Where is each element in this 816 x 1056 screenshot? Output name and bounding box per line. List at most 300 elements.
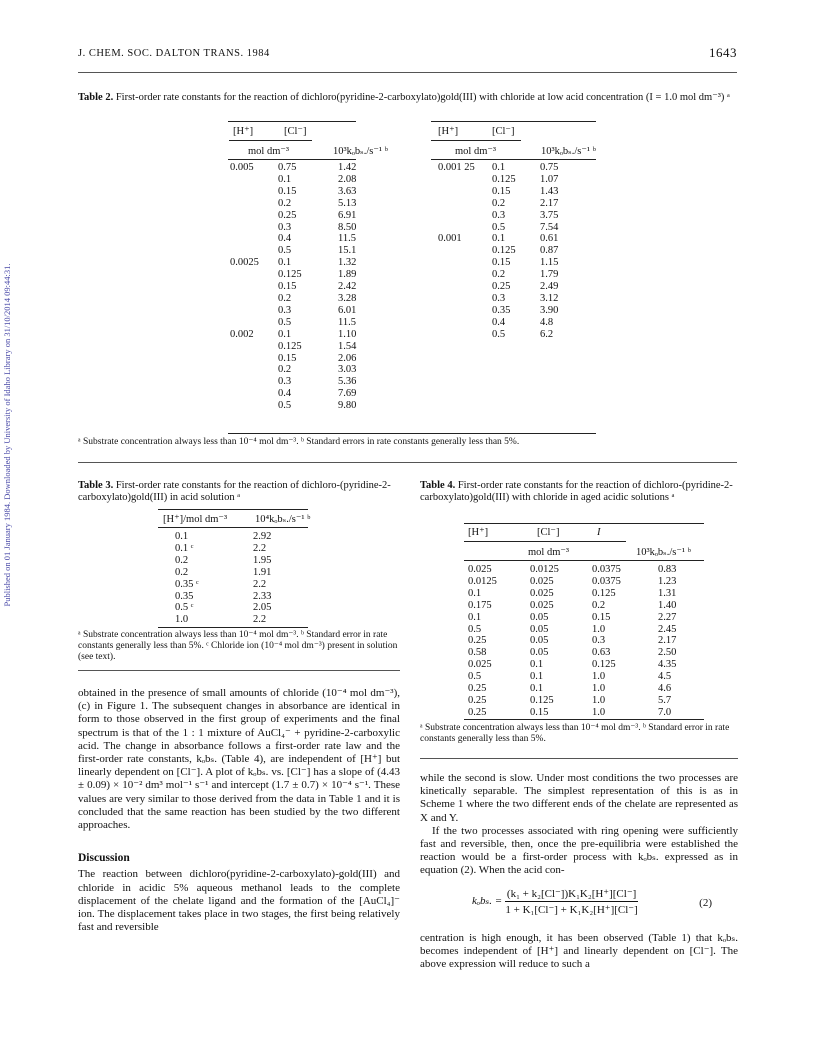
table2-left-row — [230, 293, 378, 305]
table3-bottom-rule — [158, 627, 308, 628]
table2-right-cell — [438, 186, 492, 198]
table2-left-cell: 1.42 — [338, 162, 357, 173]
table2-left-cell: 9.80 — [338, 400, 357, 412]
table4-cell: 0.5 — [468, 671, 482, 683]
table3-label: Table 3. — [78, 480, 114, 491]
table2-left-units-rule — [229, 140, 312, 141]
table2-right-header-cl: [Cl⁻] — [492, 126, 515, 137]
table2-label: Table 2. — [78, 92, 114, 103]
table4-cell: 0.3 — [592, 635, 606, 647]
table2-right-cell: 1.07 — [540, 173, 559, 185]
table4-row — [468, 564, 698, 576]
table4-cell: 7.0 — [658, 706, 672, 718]
table2-left-cell — [230, 269, 278, 281]
table2-left-row — [230, 233, 378, 245]
table2-left-row — [230, 257, 378, 269]
table4-cell: 0.1 — [530, 659, 544, 671]
table4-cell: 4.35 — [658, 659, 677, 671]
table2-right-row — [438, 293, 580, 305]
table2-caption-text: First-order rate constants for the reaction of dichloro(pyridine-2-carboxylato)gold(III) with chloride at low acid concentration (I = 1.0 mol dm⁻³) ᵃ — [115, 92, 730, 103]
table4-cell: 2.27 — [658, 611, 677, 623]
table2-left-cell: 5.36 — [338, 376, 357, 388]
table4-cell: 0.05 — [530, 623, 549, 635]
right-paragraph-2: If the two processes associated with ring opening were sufficiently fast and reversible, then, once the pre-equilibria were established the reaction would be a first-order process with kₒbₛ. expressed as in equation (2). When the acid con- — [420, 824, 738, 877]
table4-cell: 0.15 — [592, 611, 611, 623]
table3-row — [175, 579, 293, 591]
table4-cell: 0.2 — [592, 599, 606, 611]
table2-left-cell — [230, 281, 278, 293]
table2-left-cell: 6.91 — [338, 209, 357, 221]
table2-right-row — [438, 174, 580, 186]
table4-cell: 1.0 — [592, 694, 606, 706]
table3-caption-text: First-order rate constants for the reaction of dichloro-(pyridine-2-carboxylato)gold(III) in acid solution ᵃ — [78, 480, 391, 503]
table3-body — [175, 531, 293, 626]
table2-left-cell: 0.125 — [278, 340, 302, 352]
table4-row — [468, 707, 698, 719]
table2-right-cell — [438, 222, 492, 234]
table4-row — [468, 612, 698, 624]
table2-left-body — [230, 162, 378, 412]
table2-right-cell: 0.3 — [492, 292, 506, 304]
table2-left-cell — [230, 174, 278, 186]
table4-top-rule — [464, 523, 704, 524]
table2-bottom-rule — [228, 433, 596, 434]
table4-cell: 0.25 — [468, 706, 487, 718]
table4-cell: 0.175 — [468, 599, 492, 611]
table2-right-row — [438, 305, 580, 317]
table3-cell: 2.33 — [253, 590, 272, 602]
table4-cell: 1.0 — [592, 683, 606, 695]
table2-right-cell: 0.2 — [492, 269, 506, 281]
table3-cell: 1.95 — [253, 554, 272, 566]
table4-row — [468, 695, 698, 707]
table4-cell: 0.05 — [530, 611, 549, 623]
header-rule — [78, 72, 737, 73]
table2-left-cell — [230, 233, 278, 245]
equation-number: (2) — [699, 897, 712, 909]
table4-cell: 0.025 — [468, 564, 492, 575]
table2-right-cell: 0.001 25 — [438, 162, 475, 173]
table2-right-cell — [438, 198, 492, 210]
table2-left-row — [230, 329, 378, 341]
table2-left-cell: 0.3 — [278, 221, 292, 233]
table3-header-h: [H⁺]/mol dm⁻³ — [163, 514, 228, 525]
table4-cell: 0.1 — [530, 671, 544, 683]
table4-cell: 2.45 — [658, 623, 677, 635]
table3-caption — [78, 480, 400, 504]
table4-cell: 0.0125 — [530, 564, 559, 575]
table4-row — [468, 635, 698, 647]
table2-left-cell: 0.125 — [278, 269, 302, 281]
table2-right-cell — [438, 329, 492, 341]
table2-left-cell: 0.5 — [278, 245, 292, 257]
table2-right-cell: 0.001 — [438, 233, 462, 245]
table4-cell: 0.025 — [530, 575, 554, 587]
table4-units: mol dm⁻³ — [528, 547, 570, 558]
table2-left-row — [230, 210, 378, 222]
table2-right-row — [438, 281, 580, 293]
right-paragraph-3: centration is high enough, it has been observed (Table 1) that kₒbₛ. becomes independent of [H⁺] and linearly dependent on [Cl⁻]. The above expression will reduce to such a — [420, 932, 738, 971]
table2-left-top-rule — [228, 121, 356, 122]
table4-cell: 0.025 — [468, 659, 492, 671]
table2-left-cell: 3.63 — [338, 185, 357, 197]
table2-right-cell: 0.15 — [492, 257, 511, 269]
table4-row — [468, 647, 698, 659]
table2-left-cell — [230, 317, 278, 329]
table4-bottom-rule — [464, 719, 704, 720]
table2-right-units-rule — [431, 140, 521, 141]
table3-row — [175, 555, 293, 567]
table2-right-body — [438, 162, 580, 341]
table3-header-rule — [158, 527, 308, 528]
table4-header-h: [H⁺] — [468, 527, 489, 538]
table2-right-cell — [438, 210, 492, 222]
table2-right-cell: 0.5 — [492, 221, 506, 233]
table2-left-cell — [230, 364, 278, 376]
table2-right-row — [438, 257, 580, 269]
table2-left-cell — [230, 305, 278, 317]
table2-right-cell: 1.79 — [540, 269, 559, 281]
download-watermark-text: Published on 01 January 1984. Downloaded by University of Idaho Library on 31/10/2014 09:44:31. — [2, 263, 12, 607]
table2-left-row — [230, 162, 378, 174]
left-paragraph-1: obtained in the presence of small amounts of chloride (10⁻⁴ mol dm⁻³), (c) in Figure 1. The subsequent changes in absorbance are identical in form to those observed in the first group of experiments and the final spectrum is that of the 1 : 1 mixture of AuCl₄⁻ + pyridine-2-carboxylic acid. The change in absorbance follows a first-order rate law and the first-order rate constants, kₒbₛ. (Table 4), are independent of [H⁺] but linearly dependent on [Cl⁻]. A plot of kₒbₛ. vs. [Cl⁻] has a slope of (4.43 ± 0.09) × 10⁻² dm³ mol⁻¹ s⁻¹ and intercept (1.7 ± 0.7) × 10⁻⁴ s⁻¹. These values are very similar to those derived from the data in Table 1 and it is concluded that the same reaction has been studied by the two different approaches. — [78, 687, 400, 832]
table4-row — [468, 600, 698, 612]
table2-right-row — [438, 317, 580, 329]
table2-left-cell — [230, 388, 278, 400]
table2-right-units: mol dm⁻³ — [455, 146, 497, 157]
table4-cell: 0.5 — [468, 623, 482, 635]
left-column — [78, 687, 400, 934]
table2-left-cell: 5.13 — [338, 197, 357, 209]
table2-footnote: ᵃ Substrate concentration always less than 10⁻⁴ mol dm⁻³. ᵇ Standard errors in rate constants generally less than 5%. — [78, 437, 520, 447]
table2-right-cell: 4.8 — [540, 316, 554, 328]
table2-left-cell — [230, 376, 278, 388]
table4-row — [468, 576, 698, 588]
table2-left-row — [230, 388, 378, 400]
table4-cell: 0.1 — [468, 587, 482, 599]
table2-right-cell: 0.4 — [492, 316, 506, 328]
table2-left-row — [230, 400, 378, 412]
left-paragraph-2: The reaction between dichloro(pyridine-2-carboxylato)-gold(III) and chloride in acidic 5% aqueous methanol leads to the complete displacement of the chelate ligand and the formation of the [AuCl₄]⁻ ion. The displacement takes place in two stages, the first being relatively fast and reversible — [78, 868, 400, 934]
table4-cell: 0.125 — [530, 694, 554, 706]
table2-left-cell: 1.10 — [338, 328, 357, 340]
table2-right-cell — [438, 305, 492, 317]
table2-left-cell: 6.01 — [338, 304, 357, 316]
equation-lhs: kₒbₛ. = — [472, 895, 503, 908]
table4-cell: 2.50 — [658, 647, 677, 659]
table4-cell: 0.58 — [468, 647, 487, 659]
table2-left-cell: 0.25 — [278, 209, 297, 221]
table4-cell: 0.15 — [530, 706, 549, 718]
table2-right-row — [438, 269, 580, 281]
table2-left-cell: 0.5 — [278, 400, 292, 412]
table2-left-header-h: [H⁺] — [233, 126, 254, 137]
table4-body — [468, 564, 698, 719]
table2-right-row — [438, 186, 580, 198]
table3-cell: 2.2 — [253, 614, 267, 626]
table2-left-row — [230, 376, 378, 388]
table2-right-cell: 0.125 — [492, 173, 516, 185]
table3-top-rule — [158, 509, 308, 510]
table2-left-row — [230, 353, 378, 365]
table2-right-cell: 0.75 — [540, 162, 559, 173]
table2-left-row — [230, 186, 378, 198]
table2-right-cell: 0.2 — [492, 197, 506, 209]
table2-left-cell: 11.5 — [338, 316, 356, 328]
section-rule — [78, 462, 737, 463]
table4-end-rule — [420, 758, 738, 759]
table3-cell: 1.91 — [253, 566, 272, 578]
table4-caption-text: First-order rate constants for the reaction of dichloro-(pyridine-2-carboxylato)gold(III) with chloride in aged acidic solutions ᵃ — [420, 480, 733, 503]
table3-cell: 0.35 ᶜ — [175, 578, 199, 590]
table2-right-header-k: 10³kₒbₛ./s⁻¹ ᵇ — [541, 146, 596, 157]
table4-row — [468, 659, 698, 671]
table4-caption — [420, 480, 738, 504]
table4-cell: 1.23 — [658, 575, 677, 587]
table2-right-cell: 1.43 — [540, 185, 559, 197]
table2-left-cell — [230, 400, 278, 412]
table2-right-cell: 7.54 — [540, 221, 559, 233]
right-column — [420, 772, 738, 878]
table3-footnote: ᵃ Substrate concentration always less than 10⁻⁴ mol dm⁻³. ᵇ Standard error in rate constants generally less than 5%. ᶜ Chloride ion (10⁻⁴ mol dm⁻³) present in solution (see text). — [78, 630, 398, 662]
table2-left-cell: 0.15 — [278, 185, 297, 197]
table2-left-cell: 3.03 — [338, 364, 357, 376]
table2-right-row — [438, 222, 580, 234]
table3-cell: 2.05 — [253, 602, 272, 614]
table2-right-header-rule — [431, 159, 596, 160]
table3-row — [175, 531, 293, 543]
table2-left-cell: 1.89 — [338, 269, 357, 281]
table4-cell: 0.05 — [530, 635, 549, 647]
table2-left-cell — [230, 293, 278, 305]
table2-left-cell: 0.15 — [278, 281, 297, 293]
table3-cell: 0.5 ᶜ — [175, 602, 194, 614]
table2-right-header-h: [H⁺] — [438, 126, 459, 137]
table2-left-cell: 0.5 — [278, 316, 292, 328]
discussion-heading: Discussion — [78, 852, 130, 865]
table4-units-rule — [464, 541, 626, 542]
table4-cell: 0.05 — [530, 647, 549, 659]
table4-cell: 0.025 — [530, 587, 554, 599]
table2-left-cell — [230, 222, 278, 234]
table2-left-cell: 0.15 — [278, 352, 297, 364]
table4-cell: 5.7 — [658, 694, 672, 706]
table2-left-cell: 2.42 — [338, 281, 357, 293]
table2-left-row — [230, 245, 378, 257]
table3-cell: 0.2 — [175, 554, 189, 566]
table4-row — [468, 671, 698, 683]
table4-cell: 0.25 — [468, 694, 487, 706]
table3-cell: 1.0 — [175, 614, 189, 626]
table2-left-cell: 3.28 — [338, 292, 357, 304]
table2-left-cell: 1.32 — [338, 257, 357, 269]
table2-left-cell: 0.0025 — [230, 257, 259, 269]
table2-left-row — [230, 174, 378, 186]
right-paragraph-1: while the second is slow. Under most conditions the two processes are kinetically separable. The simplest representation of this is as in Scheme 1 where the two different ends of the chelate are represented as X and Y. — [420, 772, 738, 824]
table2-right-cell: 3.12 — [540, 292, 559, 304]
table2-left-row — [230, 222, 378, 234]
equation-fraction — [505, 887, 638, 916]
table2-right-cell — [438, 293, 492, 305]
table3-row — [175, 543, 293, 555]
table3-header-k: 10⁴kₒbₛ./s⁻¹ ᵇ — [255, 514, 311, 525]
table2-left-row — [230, 281, 378, 293]
table2-right-cell: 0.3 — [492, 209, 506, 221]
table2-right-row — [438, 245, 580, 257]
table3-end-rule — [78, 670, 400, 671]
table2-right-row — [438, 329, 580, 341]
table2-right-cell: 3.90 — [540, 304, 559, 316]
table2-left-row — [230, 305, 378, 317]
table2-left-cell: 0.3 — [278, 376, 292, 388]
table3-row — [175, 602, 293, 614]
table2-left-row — [230, 198, 378, 210]
table2-right-cell: 0.35 — [492, 304, 511, 316]
table3-cell: 2.92 — [253, 531, 272, 542]
table2-left-row — [230, 364, 378, 376]
equation-numerator: (k₁ + k₂[Cl⁻])K₁K₂[H⁺][Cl⁻] — [506, 888, 637, 900]
table2-left-cell: 8.50 — [338, 221, 357, 233]
table3-cell: 2.2 — [253, 578, 267, 590]
table2-right-cell: 1.15 — [540, 257, 559, 269]
table2-right-cell — [438, 174, 492, 186]
table2-right-cell: 0.87 — [540, 245, 559, 257]
table4-header-cl: [Cl⁻] — [537, 527, 560, 538]
table2-right-row — [438, 210, 580, 222]
table2-left-cell: 11.5 — [338, 233, 356, 245]
table4-header-k: 10³kₒbₛ./s⁻¹ ᵇ — [636, 547, 691, 558]
table2-right-cell — [438, 269, 492, 281]
table4-label: Table 4. — [420, 480, 456, 491]
table2-right-row — [438, 162, 580, 174]
table2-right-cell — [438, 257, 492, 269]
table2-right-cell: 0.25 — [492, 281, 511, 293]
table2-right-cell: 0.1 — [492, 233, 506, 245]
table3-row — [175, 614, 293, 626]
table2-left-cell: 0.2 — [278, 197, 292, 209]
table2-right-cell — [438, 245, 492, 257]
table2-left-cell: 1.54 — [338, 340, 357, 352]
table4-cell: 0.025 — [530, 599, 554, 611]
table3-row — [175, 567, 293, 579]
table4-cell: 0.125 — [592, 659, 616, 671]
table2-left-cell: 7.69 — [338, 388, 357, 400]
table2-right-cell: 2.49 — [540, 281, 559, 293]
download-watermark — [2, 200, 16, 670]
table4-cell: 0.0125 — [468, 575, 497, 587]
table2-left-cell — [230, 210, 278, 222]
table2-left-cell: 0.005 — [230, 162, 254, 173]
table2-left-cell: 0.3 — [278, 304, 292, 316]
table2-left-cell: 0.1 — [278, 173, 292, 185]
table2-right-cell: 0.5 — [492, 328, 506, 340]
table4-cell: 4.6 — [658, 683, 672, 695]
table4-cell: 1.0 — [592, 623, 606, 635]
table4-cell: 0.1 — [530, 683, 544, 695]
table2-left-cell — [230, 341, 278, 353]
table2-left-units: mol dm⁻³ — [248, 146, 290, 157]
table3-cell: 0.35 — [175, 590, 194, 602]
table3-row — [175, 591, 293, 603]
table4-cell: 1.0 — [592, 671, 606, 683]
table2-right-row — [438, 198, 580, 210]
equation-denominator: 1 + K₁[Cl⁻] + K₁K₂[H⁺][Cl⁻] — [505, 904, 638, 916]
table2-right-row — [438, 233, 580, 245]
table2-left-cell: 0.1 — [278, 328, 292, 340]
table2-right-cell: 2.17 — [540, 197, 559, 209]
table4-row — [468, 588, 698, 600]
table4-cell: 1.0 — [592, 706, 606, 718]
table4-cell: 1.40 — [658, 599, 677, 611]
table2-left-cell: 0.002 — [230, 328, 254, 340]
table2-left-row — [230, 269, 378, 281]
table2-left-header-cl: [Cl⁻] — [284, 126, 307, 137]
table2-left-header-k: 10³kₒbₛ./s⁻¹ ᵇ — [333, 146, 388, 157]
table2-left-cell: 0.75 — [278, 162, 297, 173]
table3-cell: 0.1 — [175, 531, 189, 542]
table2-left-row — [230, 317, 378, 329]
journal-header: J. CHEM. SOC. DALTON TRANS. 1984 — [78, 48, 270, 59]
table2-left-header-rule — [228, 159, 356, 160]
table4-cell: 0.1 — [468, 611, 482, 623]
table2-left-cell — [230, 245, 278, 257]
table3-cell: 2.2 — [253, 542, 267, 554]
table2-left-cell: 0.1 — [278, 257, 292, 269]
table4-row — [468, 683, 698, 695]
table2-right-cell: 6.2 — [540, 328, 554, 340]
table2-left-cell: 0.2 — [278, 364, 292, 376]
table4-cell: 0.25 — [468, 635, 487, 647]
table2-left-cell: 2.08 — [338, 173, 357, 185]
table2-left-cell: 15.1 — [338, 245, 357, 257]
table2-right-cell: 0.61 — [540, 233, 559, 245]
table2-left-row — [230, 341, 378, 353]
table3-cell: 0.2 — [175, 566, 189, 578]
table2-right-cell — [438, 281, 492, 293]
table4-cell: 0.83 — [658, 564, 677, 575]
table4-cell: 0.0375 — [592, 575, 621, 587]
table4-row — [468, 624, 698, 636]
table2-caption — [78, 92, 738, 104]
table4-cell: 0.63 — [592, 647, 611, 659]
table4-header-i: I — [597, 527, 601, 538]
table4-cell: 0.25 — [468, 683, 487, 695]
table3-cell: 0.1 ᶜ — [175, 542, 194, 554]
right-column-cont — [420, 932, 738, 972]
table2-right-cell: 3.75 — [540, 209, 559, 221]
equation-2 — [472, 887, 738, 916]
page-number: 1643 — [709, 45, 737, 60]
table4-header-rule — [464, 560, 704, 561]
table4-cell: 4.5 — [658, 671, 672, 683]
table2-right-cell: 0.125 — [492, 245, 516, 257]
table4-cell: 2.17 — [658, 635, 677, 647]
table4-footnote: ᵃ Substrate concentration always less than 10⁻⁴ mol dm⁻³. ᵇ Standard error in rate constants generally less than 5%. — [420, 723, 730, 744]
table2-left-cell — [230, 198, 278, 210]
table2-left-cell: 0.4 — [278, 388, 292, 400]
table2-left-cell: 0.2 — [278, 292, 292, 304]
table2-left-cell: 2.06 — [338, 352, 357, 364]
table2-right-cell: 0.15 — [492, 185, 511, 197]
table4-cell: 1.31 — [658, 587, 677, 599]
table2-right-top-rule — [431, 121, 596, 122]
table2-left-cell — [230, 353, 278, 365]
table4-cell: 0.125 — [592, 587, 616, 599]
table2-right-cell: 0.1 — [492, 162, 506, 173]
table2-right-cell — [438, 317, 492, 329]
table2-left-cell — [230, 186, 278, 198]
table4-cell: 0.0375 — [592, 564, 621, 575]
